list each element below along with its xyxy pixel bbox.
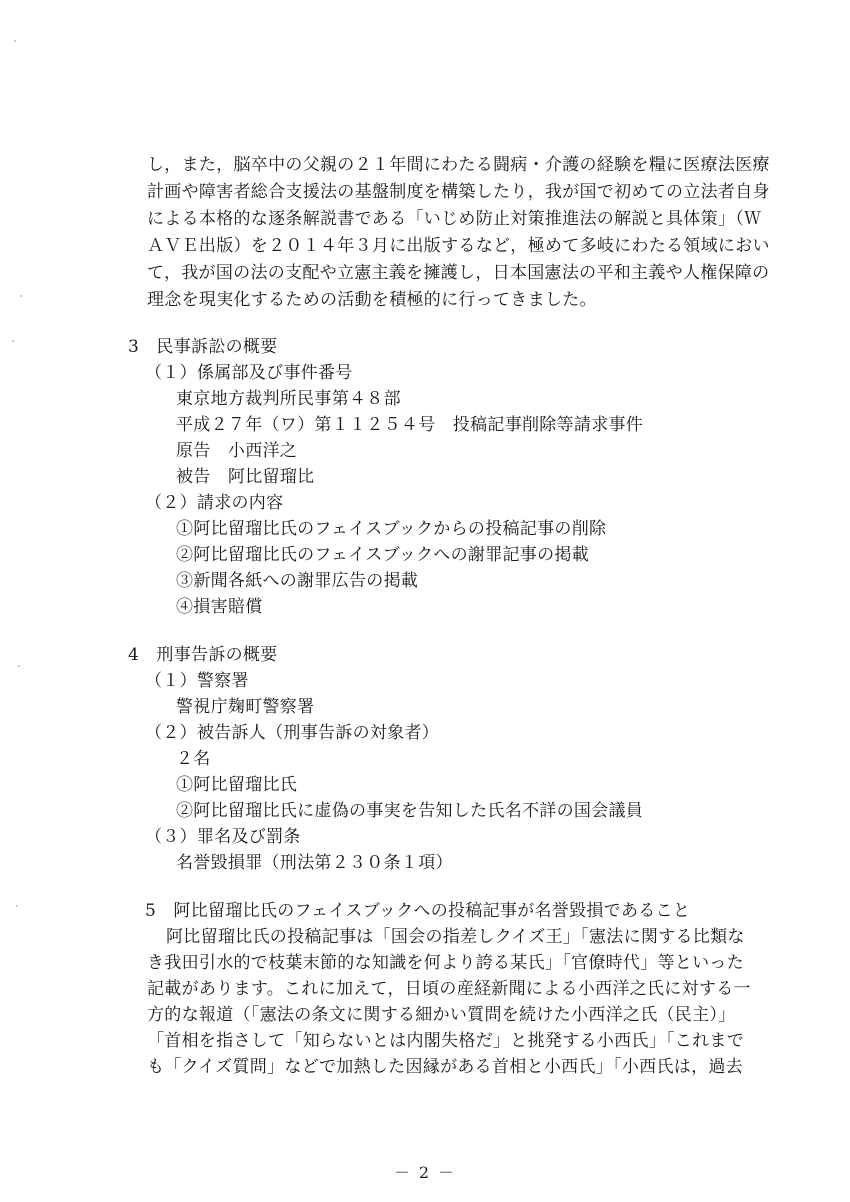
intro-line: て，我が国の法の支配や立憲主義を擁護し，日本国憲法の平和主義や人権保障の	[147, 263, 770, 283]
scan-speck	[18, 665, 20, 667]
section-heading: 5 阿比留瑠比氏のフェイスブックへの投稿記事が名誉毀損であること	[145, 901, 691, 921]
item-line: ③新聞各紙への謝罪広告の掲載	[176, 571, 419, 591]
item-line: ②阿比留瑠比氏に虚偽の事実を告知した氏名不詳の国会議員	[176, 801, 644, 821]
subsection-heading: （２）請求の内容	[145, 493, 284, 513]
subsection-heading: （１）警察署	[145, 671, 249, 691]
section-heading: 3 民事訴訟の概要	[128, 337, 278, 357]
item-line: 警視庁麹町警察署	[176, 697, 315, 717]
item-line: 東京地方裁判所民事第４８部	[176, 389, 401, 409]
item-line: ④損害賠償	[176, 597, 263, 617]
body-line: 「首相を指さして「知らないとは内閣失格だ」と挑発する小西氏」「これまで	[147, 1031, 744, 1051]
scan-speck	[20, 295, 22, 297]
scan-speck	[12, 340, 14, 342]
item-line: ２名	[176, 749, 211, 769]
item-line: ①阿比留瑠比氏のフェイスブックからの投稿記事の削除	[176, 519, 607, 539]
item-line: ②阿比留瑠比氏のフェイスブックへの謝罪記事の掲載	[176, 545, 589, 565]
intro-line: による本格的な逐条解説書である「いじめ防止対策推進法の解説と具体策」（Ｗ	[147, 209, 762, 229]
body-line: 阿比留瑠比氏の投稿記事は「国会の指差しクイズ王」「憲法に関する比類な	[166, 927, 745, 947]
item-line: 被告 阿比留瑠比	[176, 467, 315, 487]
intro-line: 計画や障害者総合支援法の基盤制度を構築したり，我が国で初めての立法者自身	[147, 182, 770, 202]
item-line: 原告 小西洋之	[176, 441, 298, 461]
item-line: 平成２７年（ワ）第１１２５４号 投稿記事削除等請求事件	[176, 415, 644, 435]
item-line: ①阿比留瑠比氏	[176, 775, 298, 795]
section-heading: 4 刑事告訴の概要	[128, 645, 278, 665]
scan-speck	[16, 905, 18, 907]
subsection-heading: （３）罪名及び罰条	[145, 827, 301, 847]
scan-speck	[14, 40, 16, 42]
body-line: も「クイズ質問」などで加熱した因縁がある首相と小西氏」「小西氏は，過去	[147, 1057, 743, 1077]
page-number: － 2 －	[393, 1163, 457, 1182]
intro-line: ＡＶＥ出版）を２０１４年３月に出版するなど，極めて多岐にわたる領域におい	[147, 236, 770, 256]
body-line: き我田引水的で枝葉末節的な知識を何より誇る某氏」「官僚時代」等といった	[147, 953, 744, 973]
intro-line: 理念を現実化するための活動を積極的に行ってきました。	[147, 290, 597, 310]
item-line: 名誉毀損罪（刑法第２３０条１項）	[176, 853, 453, 873]
subsection-heading: （２）被告訴人（刑事告訴の対象者）	[145, 723, 440, 743]
body-line: 記載があります。これに加えて，日頃の産経新聞による小西洋之氏に対する一	[147, 979, 751, 999]
body-line: 方的な報道（「憲法の条文に関する細かい質問を続けた小西洋之氏（民主）」	[147, 1005, 736, 1025]
subsection-heading: （１）係属部及び事件番号	[145, 363, 353, 383]
intro-line: し，また，脳卒中の父親の２１年間にわたる闘病・介護の経験を糧に医療法医療	[147, 155, 770, 175]
